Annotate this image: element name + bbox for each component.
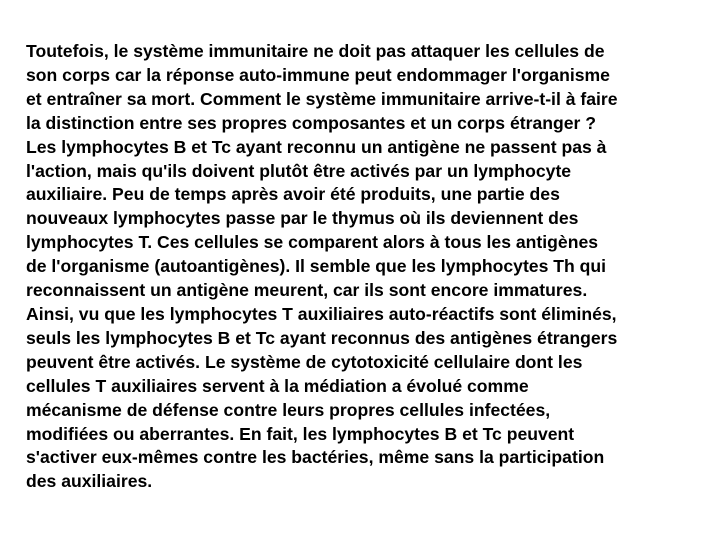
- text-line: peuvent être activés. Le système de cytotoxicité cellulaire dont les: [26, 351, 583, 372]
- text-line: reconnaissent un antigène meurent, car ils sont encore immatures.: [26, 280, 588, 301]
- text-line: son corps car la réponse auto-immune peut endommager l'organisme: [26, 64, 610, 85]
- text-line: Toutefois, le système immunitaire ne doit pas attaquer les cellules de: [26, 41, 605, 61]
- text-line: s'activer eux-mêmes contre les bactéries, même sans la participation: [26, 447, 605, 468]
- paragraph-text: [26, 40, 698, 494]
- text-line: Les lymphocytes B et Tc ayant reconnu un antigène ne passent pas à: [26, 136, 607, 157]
- text-line: de l'organisme (autoantigènes). Il semble que les lymphocytes Th qui: [26, 256, 607, 277]
- text-line: mécanisme de défense contre leurs propres cellules infectées,: [26, 399, 551, 420]
- text-line: modifiées ou aberrantes. En fait, les lymphocytes B et Tc peuvent: [26, 423, 575, 444]
- text-line: cellules T auxiliaires servent à la médiation a évolué comme: [26, 375, 529, 396]
- text-line: et entraîner sa mort. Comment le système immunitaire arrive-t-il à faire: [26, 88, 618, 109]
- text-line: l'action, mais qu'ils doivent plutôt être activés par un lymphocyte: [26, 160, 572, 181]
- text-line: la distinction entre ses propres composantes et un corps étranger ?: [26, 112, 596, 133]
- text-line: des auxiliaires.: [26, 471, 153, 492]
- text-line: lymphocytes T. Ces cellules se comparent alors à tous les antigènes: [26, 232, 599, 253]
- text-line: auxiliaire. Peu de temps après avoir été produits, une partie des: [26, 184, 560, 205]
- text-line: nouveaux lymphocytes passe par le thymus où ils deviennent des: [26, 208, 579, 229]
- text-line: seuls les lymphocytes B et Tc ayant reconnus des antigènes étrangers: [26, 327, 618, 348]
- text-line: Ainsi, vu que les lymphocytes T auxiliaires auto-réactifs sont éliminés,: [26, 303, 617, 324]
